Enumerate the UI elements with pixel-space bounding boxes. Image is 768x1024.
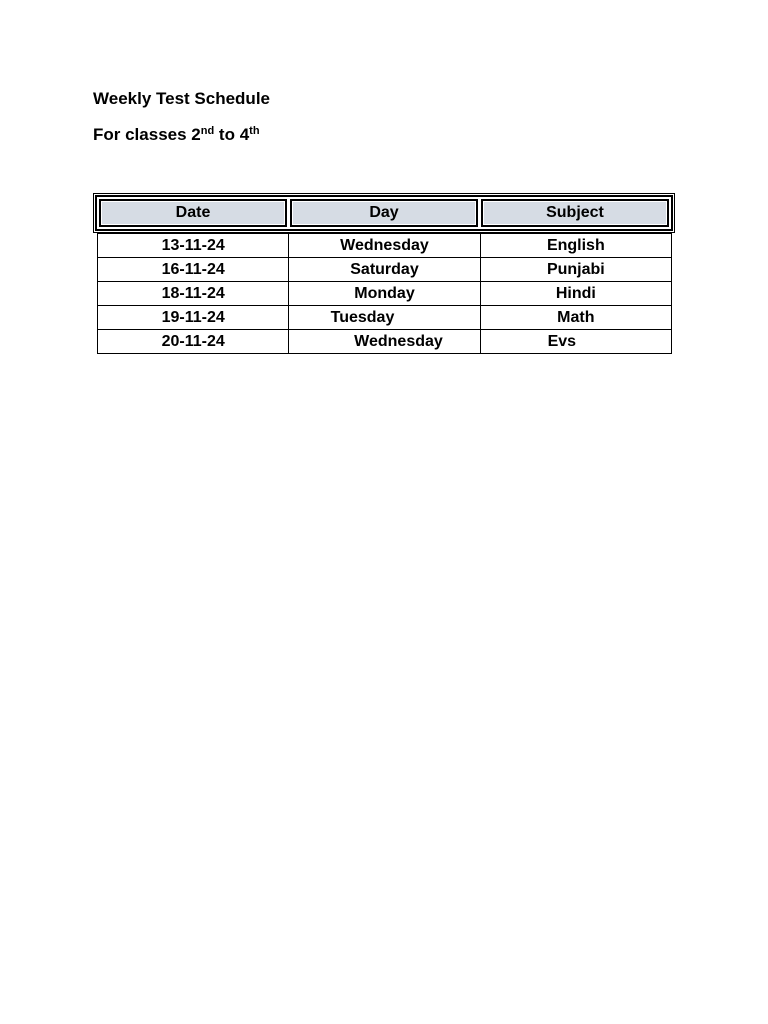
cell-day <box>289 306 480 330</box>
cell-day-text: Monday <box>354 284 415 302</box>
table-header-frame <box>93 193 675 233</box>
cell-date: 13-11-24 <box>98 234 289 258</box>
header-date: Date <box>99 199 287 227</box>
cell-subject <box>480 330 671 354</box>
table-header-row <box>95 195 673 231</box>
cell-date: 20-11-24 <box>98 330 289 354</box>
cell-subject-text: Hindi <box>555 284 596 302</box>
cell-subject-text: Evs <box>547 332 577 350</box>
document-title: Weekly Test Schedule <box>93 89 270 108</box>
cell-subject-text: Punjabi <box>546 260 605 278</box>
table-row <box>98 306 672 330</box>
cell-date: 18-11-24 <box>98 282 289 306</box>
cell-day <box>289 330 480 354</box>
cell-subject <box>480 234 671 258</box>
cell-day-text: Wednesday <box>354 332 443 350</box>
cell-day-text: Wednesday <box>340 236 429 254</box>
cell-subject <box>480 282 671 306</box>
cell-day-text: Tuesday <box>330 308 395 326</box>
cell-day-text: Saturday <box>350 260 419 278</box>
table-row <box>98 282 672 306</box>
header-subject: Subject <box>481 199 669 227</box>
subtitle-prefix: For classes 2 <box>93 125 201 144</box>
subtitle-superscript-nd: nd <box>200 125 215 137</box>
cell-day <box>289 234 480 258</box>
cell-subject <box>480 306 671 330</box>
subtitle-middle: to 4 <box>214 125 250 144</box>
table-body <box>97 233 672 354</box>
cell-day <box>289 258 480 282</box>
subtitle-superscript-th: th <box>249 125 260 137</box>
cell-day <box>289 282 480 306</box>
cell-subject-text: Math <box>557 308 595 326</box>
cell-subject-text: English <box>546 236 605 254</box>
cell-subject <box>480 258 671 282</box>
cell-date: 16-11-24 <box>98 258 289 282</box>
cell-date: 19-11-24 <box>98 306 289 330</box>
table-row <box>98 258 672 282</box>
table-row <box>98 330 672 354</box>
document-subtitle <box>93 124 260 146</box>
schedule-table <box>93 193 675 354</box>
header-day: Day <box>290 199 478 227</box>
table-row <box>98 234 672 258</box>
